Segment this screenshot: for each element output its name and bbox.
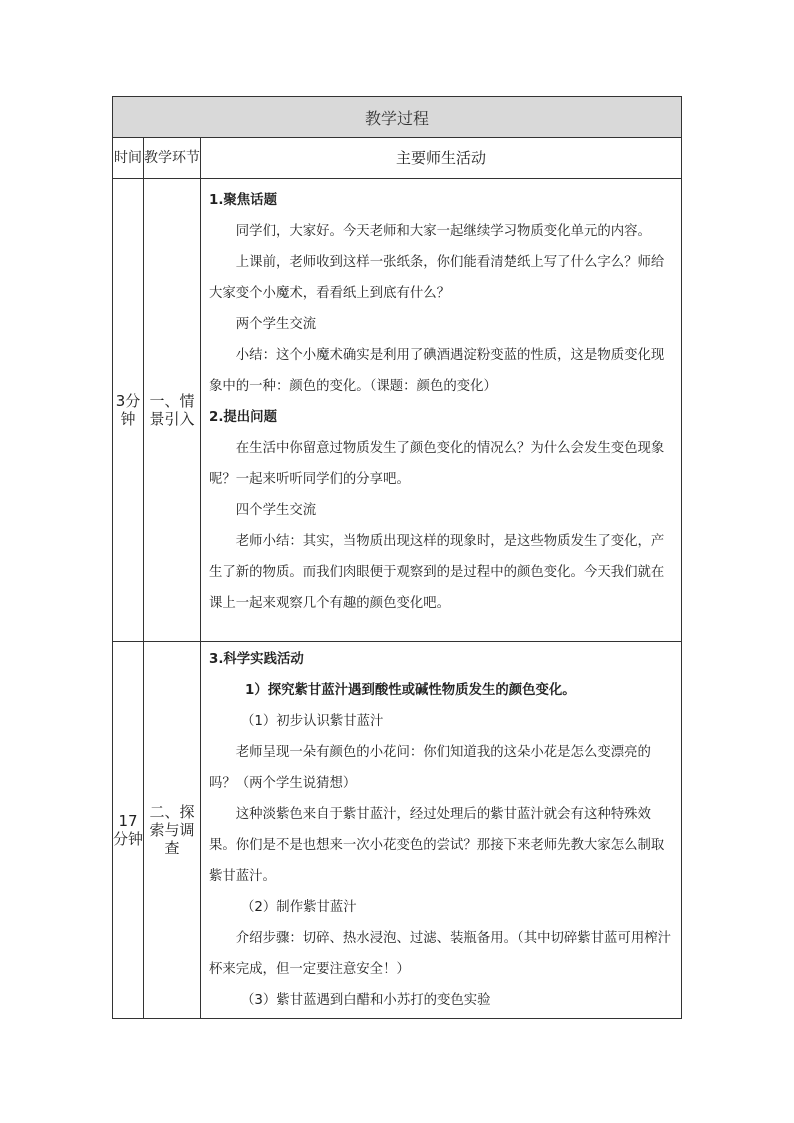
paragraph: 同学们，大家好。今天老师和大家一起继续学习物质变化单元的内容。: [235, 224, 651, 239]
table-title: 教学过程: [113, 97, 682, 138]
header-stage: 教学环节: [144, 138, 201, 179]
section-heading: 3.科学实践活动: [209, 652, 304, 667]
row-stage: 二、探索与调查: [144, 642, 201, 1019]
row-activity: [201, 179, 682, 642]
step-label: （1）初步认识紫甘蓝汁: [241, 714, 384, 729]
paragraph: 老师呈现一朵有颜色的小花问：你们知道我的这朵小花是怎么变漂亮的吗？（两个学生说猜想）: [209, 745, 651, 791]
paragraph: 四个学生交流: [235, 503, 317, 518]
step-label: （2）制作紫甘蓝汁: [241, 900, 357, 915]
header-time: 时间: [113, 138, 144, 179]
paragraph: 两个学生交流: [235, 317, 317, 332]
header-activity: 主要师生活动: [201, 138, 682, 179]
paragraph: 在生活中你留意过物质发生了颜色变化的情况么？为什么会发生变色现象呢？一起来听听同学们的分享吧。: [209, 441, 665, 487]
column-header-row: [113, 138, 682, 179]
table-row: [113, 179, 682, 642]
section-heading: 2.提出问题: [209, 410, 277, 425]
lesson-process-table: [112, 96, 682, 1019]
section-heading: 1.聚焦话题: [209, 193, 277, 208]
row-activity: [201, 642, 682, 1019]
paragraph: 这种淡紫色来自于紫甘蓝汁，经过处理后的紫甘蓝汁就会有这种特殊效果。你们是不是也想来一次小花变色的尝试？那接下来老师先教大家怎么制取紫甘蓝汁。: [209, 807, 665, 884]
paragraph: 小结：这个小魔术确实是利用了碘酒遇淀粉变蓝的性质，这是物质变化现象中的一种：颜色的变化。（课题：颜色的变化）: [209, 348, 665, 394]
paragraph: 老师小结：其实，当物质出现这样的现象时，是这些物质发生了变化，产生了新的物质。而我们肉眼便于观察到的是过程中的颜色变化。今天我们就在课上一起来观察几个有趣的颜色变化吧。: [209, 534, 665, 611]
row-stage: 一、情景引入: [144, 179, 201, 642]
sub-heading: 1）探究紫甘蓝汁遇到酸性或碱性物质发生的颜色变化。: [245, 683, 576, 698]
row-time: 3分钟: [113, 179, 144, 642]
row-time: 17分钟: [113, 642, 144, 1019]
step-label: （3）紫甘蓝遇到白醋和小苏打的变色实验: [241, 993, 491, 1008]
table-title-row: [113, 97, 682, 138]
table-row: [113, 642, 682, 1019]
paragraph: 介绍步骤：切碎、热水浸泡、过滤、装瓶备用。（其中切碎紫甘蓝可用榨汁杯来完成，但一定要注意安全！）: [209, 931, 671, 977]
paragraph: 上课前，老师收到这样一张纸条，你们能看清楚纸上写了什么字么？师给大家变个小魔术，看看纸上到底有什么？: [209, 255, 665, 301]
